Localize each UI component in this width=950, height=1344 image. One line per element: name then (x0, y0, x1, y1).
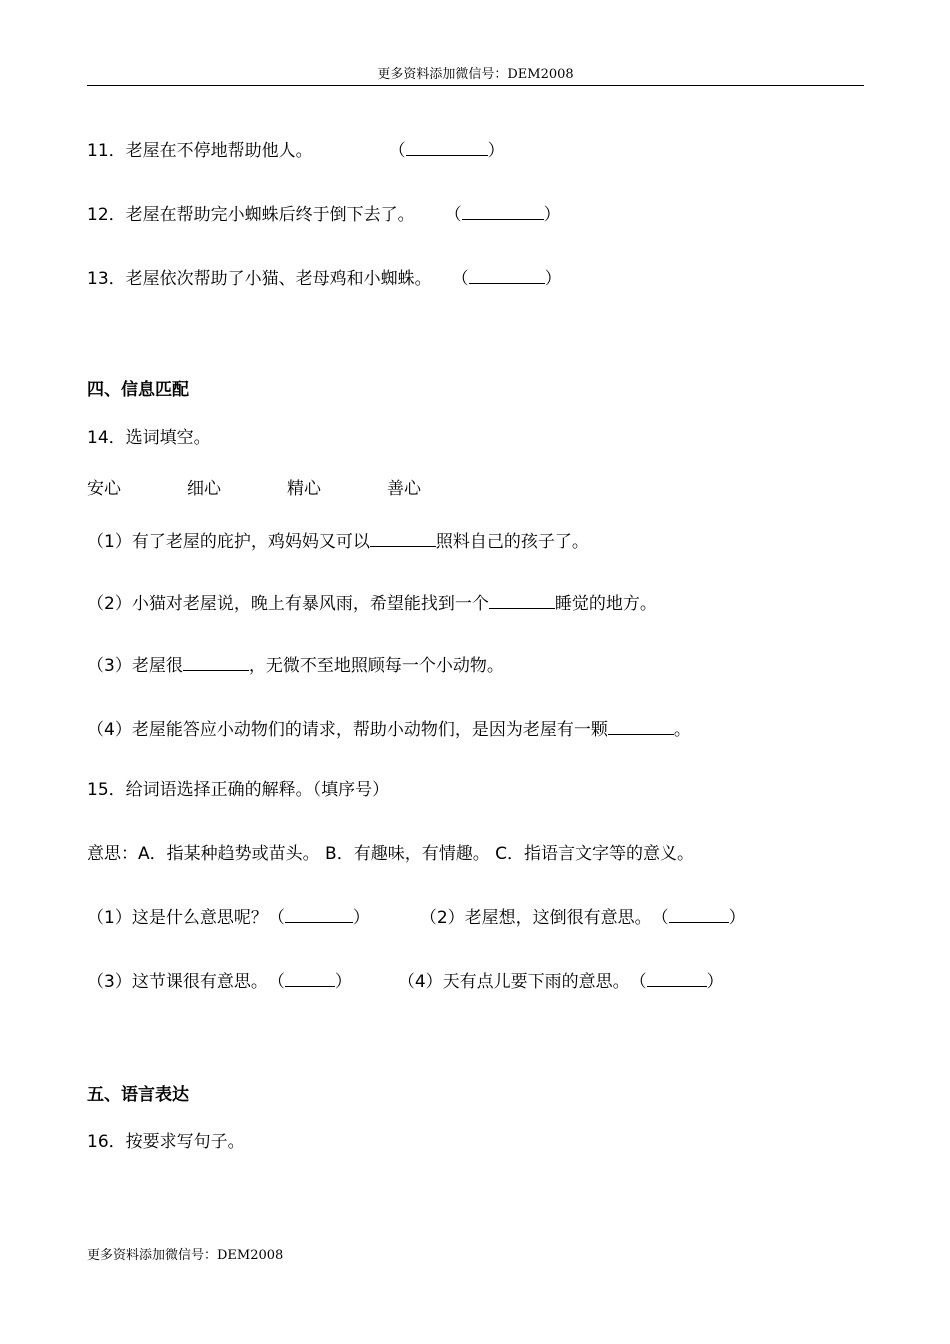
question-13: 13．老屋依次帮助了小猫、老母鸡和小蜘蛛。 （ ） (87, 265, 562, 291)
fill-blank[interactable] (489, 590, 555, 609)
question-text: 老屋依次帮助了小猫、老母鸡和小蜘蛛。 (125, 269, 432, 289)
q14-item-2: （2）小猫对老屋说，晚上有暴风雨，希望能找到一个 睡觉的地方。 (87, 590, 657, 616)
question-text: 老屋在帮助完小蜘蛛后终于倒下去了。 (125, 205, 415, 225)
section-4-title: 四、信息匹配 (87, 380, 189, 400)
word-bank-item: 安心 (87, 479, 121, 499)
answer-blank[interactable] (669, 904, 729, 923)
question-11: 11．老屋在不停地帮助他人。 （ ） (87, 137, 505, 163)
fill-blank[interactable] (608, 716, 674, 735)
q15-row-2: （3）这节课很有意思。（ ） （4）天有点儿要下雨的意思。（ ） (87, 968, 724, 994)
question-number: 11． (87, 141, 126, 161)
word-bank-item: 善心 (387, 479, 421, 499)
question-number: 15． (87, 780, 126, 800)
fill-blank[interactable] (183, 652, 249, 671)
page-footer: 更多资料添加微信号：DEM2008 (87, 1248, 284, 1263)
q15-row-1: （1）这是什么意思呢？（ ） （2）老屋想，这倒很有意思。（ ） (87, 904, 746, 930)
question-15 (87, 778, 389, 802)
question-text: 老屋在不停地帮助他人。 (125, 141, 313, 161)
word-bank-item: 细心 (187, 479, 221, 499)
question-number: 14． (87, 428, 126, 448)
answer-blank[interactable] (285, 968, 335, 987)
q14-item-4: （4）老屋能答应小动物们的请求，帮助小动物们，是因为老屋有一颗 。 (87, 716, 691, 742)
question-number: 12． (87, 205, 126, 225)
answer-blank[interactable] (647, 968, 707, 987)
answer-blank[interactable] (462, 201, 544, 220)
q15-meanings: 意思：A．指某种趋势或苗头。 B．有趣味，有情趣。 C．指语言文字等的意义。 (87, 844, 694, 864)
answer-blank[interactable] (285, 904, 353, 923)
page-header: 更多资料添加微信号：DEM2008 (377, 67, 574, 82)
q14-item-1: （1）有了老屋的庇护，鸡妈妈又可以 照料自己的孩子了。 (87, 528, 589, 554)
section-5-title: 五、语言表达 (87, 1085, 189, 1105)
word-bank (87, 477, 487, 501)
question-text: 按要求写句子。 (125, 1132, 245, 1152)
fill-blank[interactable] (370, 528, 436, 547)
question-text: 选词填空。 (125, 428, 211, 448)
answer-blank[interactable] (406, 137, 488, 156)
question-number: 13． (87, 269, 126, 289)
header-divider (87, 85, 864, 86)
question-text: 给词语选择正确的解释。（填序号） (125, 780, 390, 800)
question-12: 12．老屋在帮助完小蜘蛛后终于倒下去了。 （ ） (87, 201, 561, 227)
answer-blank[interactable] (469, 265, 545, 284)
question-16 (87, 1130, 245, 1154)
question-14 (87, 426, 211, 450)
question-number: 16． (87, 1132, 126, 1152)
word-bank-item: 精心 (287, 479, 321, 499)
q14-item-3: （3）老屋很 ，无微不至地照顾每一个小动物。 (87, 652, 504, 678)
